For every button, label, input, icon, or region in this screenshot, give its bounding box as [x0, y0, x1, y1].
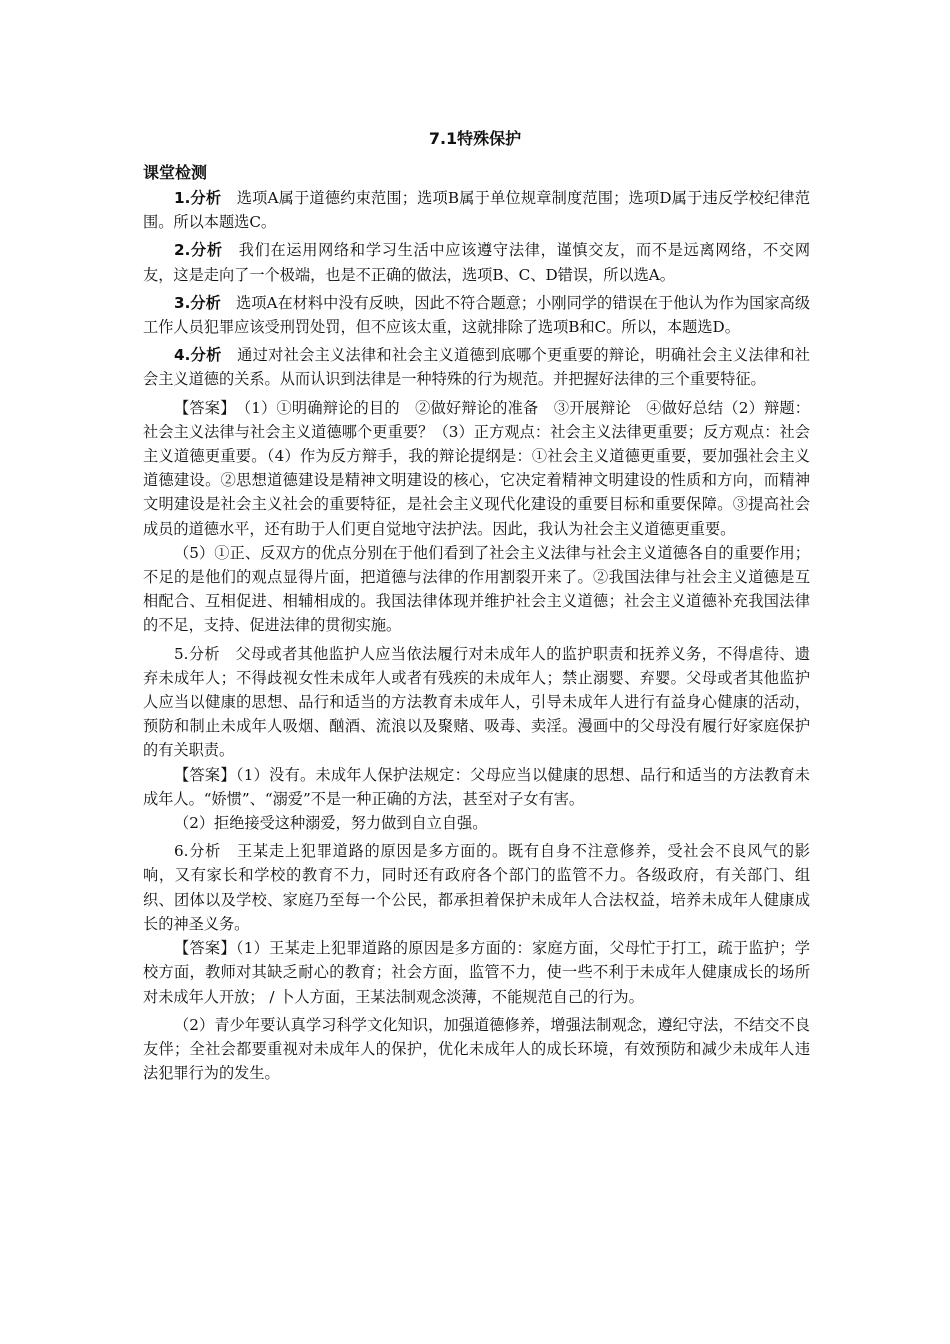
q4-label: 4.分析 [174, 346, 222, 365]
q2-label: 2.分析 [174, 241, 223, 260]
q6-answer-2: （2）青少年要认真学习科学文化知识，加强道德修养，增强法制观念，遵纪守法，不结交不良友伴；全社会都要重视对未成年人的保护，优化未成年人的成长环境，有效预防和减少未成年人违法犯罪行为的发生。 [143, 1015, 810, 1083]
q4-answer-part5: （5）①正、反双方的优点分别在于他们看到了社会主义法律与社会主义道德各自的重要作用；不足的是他们的观点显得片面，把道德与法律的作用割裂开来了。②我国法律与社会主义道德是互相配合、互相促进、相辅相成的。我国法律体现并维护社会主义道德；社会主义道德补充我国法律的不足，支持、促进法律的贯彻实施。 [143, 543, 810, 635]
document-body [143, 186, 810, 1085]
q2-text: 我们在运用网络和学习生活中应该遵守法律，谨慎交友，而不是远离网络，不交网友，这是走向了一个极端，也是不正确的做法，选项B、C、D错误，所以选A。 [143, 241, 811, 284]
q5-answer-1: 【答案】（1）没有。未成年人保护法规定：父母应当以健康的思想、品行和适当的方法教育未成年人。“娇惯”、“溺爱”不是一种正确的方法，甚至对子女有害。 [143, 765, 810, 808]
q5-analysis: 5.分析 父母或者其他监护人应当依法履行对未成年人的监护职责和抚养义务，不得虐待、遗弃未成年人；不得歧视女性未成年人或者有残疾的未成年人；禁止溺婴、弃婴。父母或者其他监护人应当以健康的思想、品行和适当的方法教育未成年人，引导未成年人进行有益身心健康的活动，预防和制止未成年人吸烟、酗酒、流浪以及聚赌、吸毒、卖淫。漫画中的父母没有履行好家庭保护的有关职责。 [143, 644, 810, 760]
q2-analysis [143, 238, 810, 286]
q6-answer-1: 【答案】（1）王某走上犯罪道路的原因是多方面的：家庭方面，父母忙于打工，疏于监护；学校方面，教师对其缺乏耐心的教育；社会方面，监管不力，使一些不利于未成年人健康成长的场所对未成年人开放； / 卜人方面，王某法制观念淡薄，不能规范自己的行为。 [143, 939, 810, 1006]
q4-text: 通过对社会主义法律和社会主义道德到底哪个更重要的辩论，明确社会主义法律和社会主义道德的关系。从而认识到法律是一种特殊的行为规范。并把握好法律的三个重要特征。 [143, 346, 810, 389]
q4-answer: 【答案】 （1）①明确辩论的目的 ②做好辩论的准备 ③开展辩论 ④做好总结（2）辩题：社会主义法律与社会主义道德哪个更重要？（3）正方观点：社会主义法律更重要；反方观点：社会主义道德更重要。（4）作为反方辩手，我的辩论提纲是：①社会主义道德更重要，要加强社会主义道德建设。②思想道德建设是精神文明建设的核心，它决定着精神文明建设的性质和方向，而精神文明建设是社会主义社会的重要特征，是社会主义现代化建设的重要目标和重要保障。③提高社会成员的道德水平，还有助于人们更自觉地守法护法。因此，我认为社会主义道德更重要。 [143, 398, 810, 538]
q6-analysis: 6.分析 王某走上犯罪道路的原因是多方面的。既有自身不注意修养，受社会不良风气的影响，又有家长和学校的教育不力，同时还有政府各个部门的监管不力。各级政府，有关部门、组织、团体以及学校、家庭乃至每一个公民，都承担着保护未成年人合法权益，培养未成年人健康成长的神圣义务。 [143, 842, 810, 933]
page-title: 7.1特殊保护 [428, 129, 522, 148]
q1-label: 1.分析 [174, 189, 222, 207]
section-heading: 课堂检测 [143, 163, 208, 182]
q5-answer-2: （2）拒绝接受这种溺爱，努力做到自立自强。 [174, 814, 488, 833]
q4-analysis [143, 343, 810, 391]
q1-text: 选项A属于道德约束范围；选项B属于单位规章制度范围；选项D属于违反学校纪律范围。所以本题选C。 [143, 189, 811, 232]
q3-analysis [143, 291, 810, 339]
q1-analysis [143, 186, 810, 234]
q3-label: 3.分析 [174, 293, 221, 312]
q3-text: 选项A在材料中没有反映，因此不符合题意；小刚同学的错误在于他认为作为国家高级工作人员犯罪应该受刑罚处罚，但不应该太重，这就排除了选项B和C。所以，本题选D。 [143, 293, 811, 337]
